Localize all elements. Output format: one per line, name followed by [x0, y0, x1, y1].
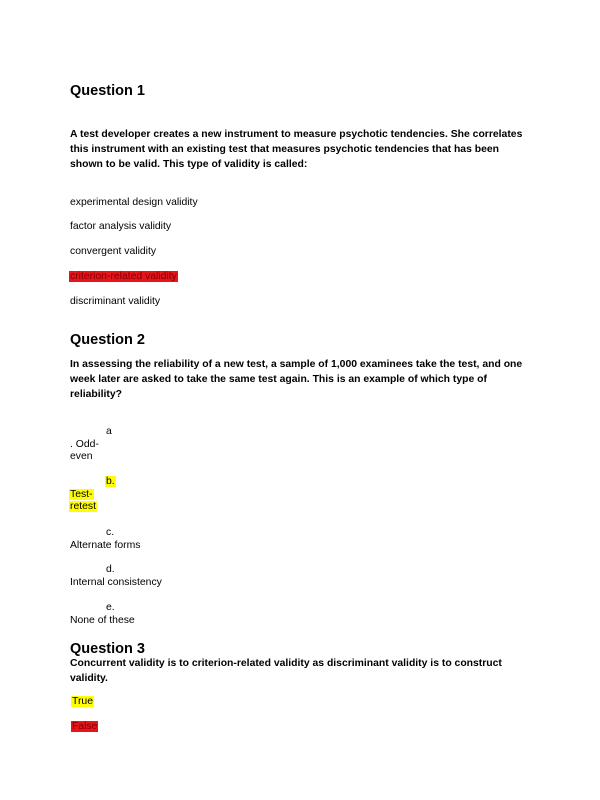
q2-option-b-letter: b.	[106, 476, 115, 487]
q2-option-d-text: Internal consistency	[70, 577, 162, 588]
question-3-text: Concurrent validity is to criterion-related validity as discriminant validity is to construct validity.	[70, 658, 502, 684]
question-3-title: Question 3	[70, 641, 145, 657]
q3-option-false-highlighted: False	[72, 721, 98, 732]
q2-option-e-letter: e.	[106, 602, 115, 613]
q1-option-a: experimental design validity	[70, 197, 198, 208]
q3-option-true-highlighted: True	[72, 696, 93, 707]
q2-option-c-letter: c.	[106, 527, 115, 538]
question-1-text: A test developer creates a new instrument to measure psychotic tendencies. She correlates this instrument with an existing test that measures psychotic tendencies that has been shown to be valid. This type of validity is called:	[70, 129, 523, 170]
q1-option-c: convergent validity	[70, 246, 157, 257]
q1-option-d-highlighted: criterion-related validity	[70, 271, 177, 282]
q2-option-d-letter: d.	[106, 564, 115, 575]
q2-option-b-line1: Test-	[70, 489, 93, 500]
q2-option-e-text: None of these	[70, 615, 135, 626]
question-2-title: Question 2	[70, 332, 145, 348]
question-2-text: In assessing the reliability of a new test, a sample of 1,000 examinees take the test, and one week later are asked to take the same test again. This is an example of which type of reliability?	[70, 359, 523, 400]
q2-option-c-text: Alternate forms	[70, 540, 141, 551]
q2-option-b-line2: retest	[70, 501, 96, 512]
q2-option-a-line1: . Odd-	[70, 439, 99, 450]
question-1-title: Question 1	[70, 83, 145, 99]
q1-option-b: factor analysis validity	[70, 221, 172, 232]
q1-option-e: discriminant validity	[70, 296, 161, 307]
q2-option-a-line2: even	[70, 451, 93, 462]
q2-option-a-letter: a	[106, 426, 112, 437]
